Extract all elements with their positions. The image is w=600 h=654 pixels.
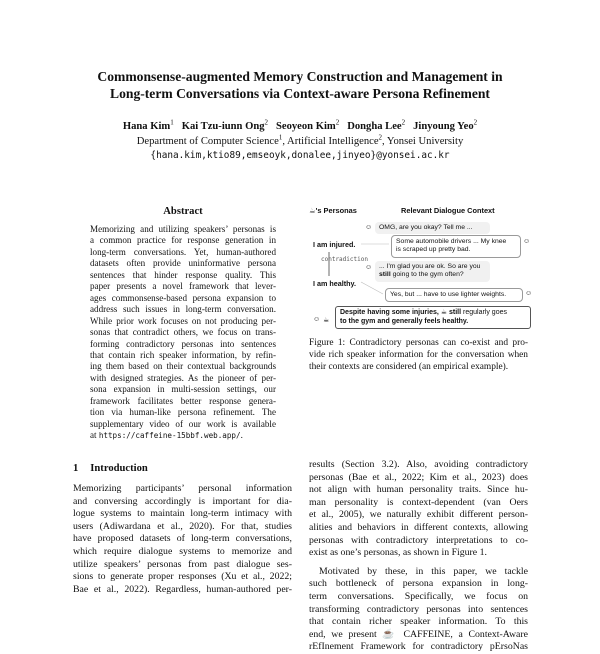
persona-injured: I am injured. — [313, 240, 356, 249]
affil-lab: , Artificial Intelligence — [282, 136, 379, 147]
dialogue-bubble-4: Yes, but ... have to use lighter weights. — [385, 288, 523, 302]
abstract-line: supplementary video of our work is available — [90, 418, 276, 429]
intro-right-line: exist as one’s personas, as shown in Figure 1. — [309, 547, 487, 559]
abstract-line: framework facilitates better response genera- — [90, 395, 276, 406]
affil-dept-sup: 1 — [278, 133, 283, 142]
refined-cup-icon: ☕ — [440, 309, 448, 316]
refined-line-1 — [340, 309, 526, 318]
context-column-header: Relevant Dialogue Context — [401, 206, 495, 215]
bubble-3-line-2 — [379, 271, 486, 279]
caption-line: their contexts are considered (an empirical example). — [309, 362, 509, 372]
bubble-2-line-1: Some automobile drivers ... My knee — [396, 238, 507, 245]
intro-right-line: personas (Bae et al., 2022; Kim et al., 2023) does — [309, 471, 528, 483]
intro-left-column — [73, 483, 292, 596]
title-line-2: Long-term Conversations via Context-aware Persona Refinement — [110, 86, 490, 101]
refine-cup-icon: ☕ — [323, 317, 330, 324]
author-name: Jinyoung Yeo — [413, 121, 474, 132]
bubble-2-line-2: is scraped up pretty bad. — [396, 246, 471, 254]
abstract-body — [90, 224, 276, 442]
refined-line-1-rest: regularly goes — [461, 309, 507, 316]
intro-left-line: Bae et al., 2022). Regardless, human-authored per- — [73, 583, 292, 595]
author-affil-mark: 1 — [170, 118, 174, 127]
intro-left-line: Memorizing participants’ personal information — [73, 483, 292, 494]
abstract-line: tion via human-like persona refinement. The — [90, 407, 276, 418]
refine-avatar-icon: ☺ — [313, 316, 321, 323]
author-list — [0, 120, 600, 133]
supplementary-video-link[interactable]: https://caffeine-15bbf.web.app/ — [98, 431, 241, 441]
dialogue-bubble-3 — [375, 261, 490, 282]
abstract-last-prefix: at — [90, 430, 99, 441]
intro-left-line: logue systems to maintain long-term intimacy with — [73, 508, 292, 520]
intro-right-p2-line: rEfInement Framework for contradictory pErsoNas — [309, 641, 528, 653]
intro-right-line: et al., 2005), we naturally exhibit different person- — [309, 509, 528, 521]
abstract-line: address such issues in long-term conversation. — [90, 304, 276, 315]
author-name: Hana Kim — [122, 121, 171, 132]
intro-right-p2-line: that contain richer speaker information. To this — [309, 616, 528, 628]
intro-right-column — [309, 459, 528, 654]
abstract-last-suffix: . — [240, 430, 243, 441]
author-affil-mark: 2 — [335, 118, 340, 127]
intro-left-line: have proposed datasets of long-term conversations, — [73, 533, 292, 545]
intro-right-p2-line: such bottleneck of persona expansion in long- — [309, 578, 528, 590]
intro-right-line: alities and behaviors in different contexts, allowing — [309, 521, 528, 533]
abstract-heading: Abstract — [163, 206, 203, 217]
author-affil-mark: 2 — [473, 118, 478, 127]
intro-right-line: results (Section 3.2). Also, avoiding contradictory — [309, 459, 528, 470]
personas-column-header — [309, 206, 357, 215]
bot-avatar-icon: ☺ — [523, 238, 531, 245]
author-affil-mark: 2 — [401, 118, 406, 127]
section-heading-introduction — [73, 463, 160, 474]
contradiction-label: contradiction — [321, 256, 368, 263]
intro-right-p2-line: term conversations. Specifically, we focus on — [309, 590, 528, 602]
affil-univ: , Yonsei University — [382, 136, 464, 147]
dialogue-bubble-2 — [391, 235, 521, 258]
abstract-line: sonas that contradict others, we focus on trans- — [90, 327, 276, 338]
caption-line: Figure 1: Contradictory personas can co-exist and pro- — [309, 338, 528, 348]
user-avatar-icon: ☺ — [365, 224, 373, 231]
personas-header-text: 's Personas — [315, 206, 357, 215]
author-affil-mark: 2 — [264, 118, 269, 127]
dialogue-bubble-1: OMG, are you okay? Tell me ... — [375, 222, 490, 234]
title-line-1: Commonsense-augmented Memory Construction and Management in — [97, 69, 503, 84]
persona-healthy: I am healthy. — [313, 279, 357, 288]
section-title: Introduction — [90, 463, 148, 474]
abstract-line: datasets often provide uninformative persona — [90, 258, 276, 269]
bubble-3-line-1: ... I'm glad you are ok. So are you — [379, 263, 481, 270]
intro-left-line: utilize speakers’ personas from past dialogue ses- — [73, 558, 292, 570]
author-name: Seoyeon Kim — [275, 121, 336, 132]
abstract-line — [90, 430, 276, 441]
user-avatar-icon-2: ☺ — [365, 264, 373, 271]
abstract-line: While prior work focuses on not producing per- — [90, 315, 276, 326]
intro-left-line: users (Adiwardana et al., 2020). For that, studies — [73, 520, 292, 532]
section-number: 1 — [73, 463, 79, 474]
bubble-3-still: still — [379, 271, 391, 279]
abstract-line: ages commonsense-based persona expansion to — [90, 292, 276, 303]
intro-left-line: and conversing accordingly is important for dia- — [73, 495, 292, 507]
caption-line: vide rich speaker information for the conversation when — [309, 350, 528, 360]
paper-title — [0, 68, 600, 102]
abstract-line: sentences that hinder response quality. This — [90, 269, 276, 280]
abstract-line: that contain rich speaker information, by refin- — [90, 349, 276, 360]
refined-line-2: to the gym and generally feels healthy. — [340, 317, 469, 325]
abstract-line: forming contradictory personas into sentences — [90, 338, 276, 349]
figure-1-caption — [309, 337, 528, 373]
intro-right-line: man personality is context-dependent (van Oers — [309, 496, 528, 508]
intro-left-line: which require dialogue systems to memorize and — [73, 545, 292, 557]
refined-persona-box — [335, 306, 531, 329]
intro-right-p2-line: Motivated by these, in this paper, we tackle — [319, 565, 528, 577]
intro-right-line: not align with human personality traits. Since hu- — [309, 484, 528, 496]
affiliations — [0, 135, 600, 148]
bubble-3-rest: going to the gym often? — [390, 271, 464, 279]
affil-dept: Department of Computer Science — [136, 136, 279, 147]
intro-right-p2-line: transforming contradictory personas into sentences — [309, 603, 528, 615]
intro-left-line: sions to generate proper responses (Xu et al., 2022; — [73, 571, 292, 583]
author-name: Kai Tzu-iunn Ong — [181, 121, 265, 132]
abstract-line: with designed strategies. As the pioneer of per- — [90, 372, 276, 383]
bot-avatar-icon-2: ☺ — [525, 290, 533, 297]
abstract-line: long-term conversations. Yet, human-authored — [90, 246, 276, 257]
figure-1 — [309, 200, 531, 332]
abstract-line: a common practice for response generation in — [90, 235, 276, 246]
intro-right-line: personas with contradictory interpretations to co- — [309, 534, 528, 546]
abstract-line: paper presents a novel framework that lever- — [90, 281, 276, 292]
intro-right-p2-line: end, we present ☕ CAFFEINE, a Context-Aware — [309, 628, 528, 640]
abstract-line: Memorizing and utilizing speakers’ personas is — [90, 224, 276, 234]
author-emails: {hana.kim,ktio89,emseoyk,donalee,jinyeo}@yonsei.ac.kr — [150, 150, 450, 161]
abstract-line: sona expansion in multi-session settings, our — [90, 384, 276, 395]
author-name: Dongha Lee — [347, 121, 402, 132]
abstract-line: ing them based on their contextual backgrounds — [90, 361, 276, 372]
refined-line-1-a: Despite having some injuries, — [340, 309, 441, 316]
affil-lab-sup: 2 — [378, 133, 383, 142]
refined-line-1-still: still — [447, 309, 462, 316]
link-line-2 — [361, 282, 383, 294]
robot-icon: ☕ — [309, 206, 316, 215]
